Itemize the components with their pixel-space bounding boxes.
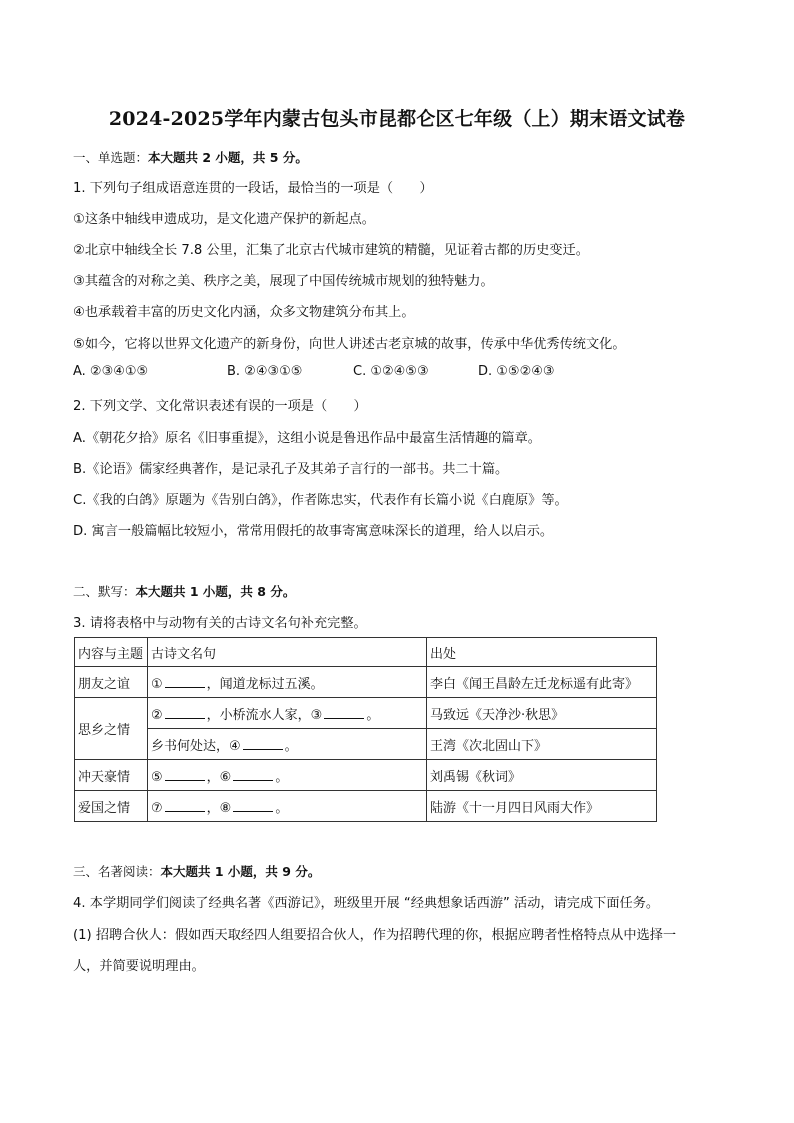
table-row <box>75 760 657 791</box>
question-2-option-a: A.《朝花夕拾》原名《旧事重提》，这组小说是鲁迅作品中最富生活情趣的篇章。 <box>73 431 541 446</box>
question-3-stem: 3. 请将表格中与动物有关的古诗文名句补充完整。 <box>73 616 367 631</box>
table-header-cell: 内容与主题 <box>75 638 148 667</box>
page-title: 2024-2025学年内蒙古包头市昆都仑区七年级（上）期末语文试卷 <box>108 108 686 130</box>
fill-blank[interactable] <box>165 706 205 719</box>
verse-text: 。 <box>284 738 298 754</box>
question-1-sentence-1: ①这条中轴线申遗成功，是文化遗产保护的新起点。 <box>73 212 375 227</box>
question-1-option-d: D. ①⑤②④③ <box>478 364 555 379</box>
fill-blank[interactable] <box>324 706 364 719</box>
fill-blank[interactable] <box>165 768 205 781</box>
section-heading-dictation <box>73 582 295 600</box>
verse-text: 乡书何处达，④ <box>151 738 241 754</box>
poetry-table <box>74 637 657 822</box>
question-4-task-1-line-2: 人，并简要说明理由。 <box>73 959 205 974</box>
verse-cell <box>148 667 427 698</box>
section-heading-classic-reading <box>73 862 320 880</box>
verse-cell <box>148 729 427 760</box>
theme-cell: 爱国之情 <box>75 791 148 822</box>
question-1-sentence-3: ③其蕴含的对称之美、秩序之美，展现了中国传统城市规划的独特魅力。 <box>73 274 494 289</box>
fill-blank[interactable] <box>233 768 273 781</box>
question-1-sentence-5: ⑤如今，它将以世界文化遗产的新身份，向世人讲述古老京城的故事，传承中华优秀传统文化。 <box>73 337 626 352</box>
section-label: 二、默写： <box>73 584 136 599</box>
question-2-option-d: D. 寓言一般篇幅比较短小，常常用假托的故事寄寓意味深长的道理，给人以启示。 <box>73 524 554 539</box>
theme-cell: 冲天豪情 <box>75 760 148 791</box>
fill-blank[interactable] <box>165 675 205 688</box>
table-header-cell: 古诗文名句 <box>148 638 427 667</box>
source-cell: 陆游《十一月四日风雨大作》 <box>427 791 657 822</box>
question-2-option-c: C.《我的白鸽》原题为《告别白鸽》，作者陈忠实，代表作有长篇小说《白鹿原》等。 <box>73 493 568 508</box>
question-4-stem: 4. 本学期同学们阅读了经典名著《西游记》，班级里开展 “经典想象话西游” 活动，请完成下面任务。 <box>73 896 660 911</box>
question-2-option-b: B.《论语》儒家经典著作，是记录孔子及其弟子言行的一部书。共二十篇。 <box>73 462 509 477</box>
verse-text: ⑦ <box>151 800 163 816</box>
question-1-option-c: C. ①②④⑤③ <box>353 364 429 379</box>
table-row <box>75 729 657 760</box>
fill-blank[interactable] <box>233 799 273 812</box>
section-heading-single-choice <box>73 148 308 166</box>
source-cell: 李白《闻王昌龄左迁龙标遥有此寄》 <box>427 667 657 698</box>
section-desc: 本大题共 1 小题，共 9 分。 <box>160 864 321 879</box>
question-1-stem: 1. 下列句子组成语意连贯的一段话，最恰当的一项是（ ） <box>73 181 433 196</box>
table-row <box>75 667 657 698</box>
verse-text: ，⑥ <box>206 769 232 785</box>
question-1-sentence-4: ④也承载着丰富的历史文化内涵，众多文物建筑分布其上。 <box>73 305 415 320</box>
verse-cell <box>148 760 427 791</box>
table-header-cell: 出处 <box>427 638 657 667</box>
fill-blank[interactable] <box>165 799 205 812</box>
verse-text: 。 <box>275 800 289 816</box>
section-desc: 本大题共 2 小题，共 5 分。 <box>148 150 308 165</box>
question-4-task-1-line-1: (1) 招聘合伙人：假如西天取经四人组要招合伙人，作为招聘代理的你，根据应聘者性格特点从中选择一 <box>73 928 677 943</box>
verse-text: ② <box>151 707 163 723</box>
verse-text: ，⑧ <box>206 800 232 816</box>
section-label: 一、单选题： <box>73 150 149 165</box>
verse-text: 。 <box>366 707 380 723</box>
source-cell: 刘禹锡《秋词》 <box>427 760 657 791</box>
theme-cell: 朋友之谊 <box>75 667 148 698</box>
verse-cell <box>148 698 427 729</box>
question-2-stem: 2. 下列文学、文化常识表述有误的一项是（ ） <box>73 399 367 414</box>
section-label: 三、名著阅读： <box>73 864 161 879</box>
verse-text: ，小桥流水人家，③ <box>206 707 323 723</box>
question-1-sentence-2: ②北京中轴线全长 7.8 公里，汇集了北京古代城市建筑的精髓，见证着古都的历史变迁。 <box>73 243 589 258</box>
theme-cell: 思乡之情 <box>75 698 148 760</box>
verse-text: ⑤ <box>151 769 163 785</box>
verse-text: 。 <box>275 769 289 785</box>
verse-text: ① <box>151 676 163 692</box>
source-cell: 马致远《天净沙·秋思》 <box>427 698 657 729</box>
question-1-option-b: B. ②④③①⑤ <box>227 364 303 379</box>
table-header-row <box>75 638 657 667</box>
verse-cell <box>148 791 427 822</box>
table-row <box>75 791 657 822</box>
verse-text: ，闻道龙标过五溪。 <box>206 676 324 692</box>
question-1-option-a: A. ②③④①⑤ <box>73 364 149 379</box>
section-desc: 本大题共 1 小题，共 8 分。 <box>135 584 296 599</box>
source-cell: 王湾《次北固山下》 <box>427 729 657 760</box>
table-row <box>75 698 657 729</box>
fill-blank[interactable] <box>243 737 283 750</box>
